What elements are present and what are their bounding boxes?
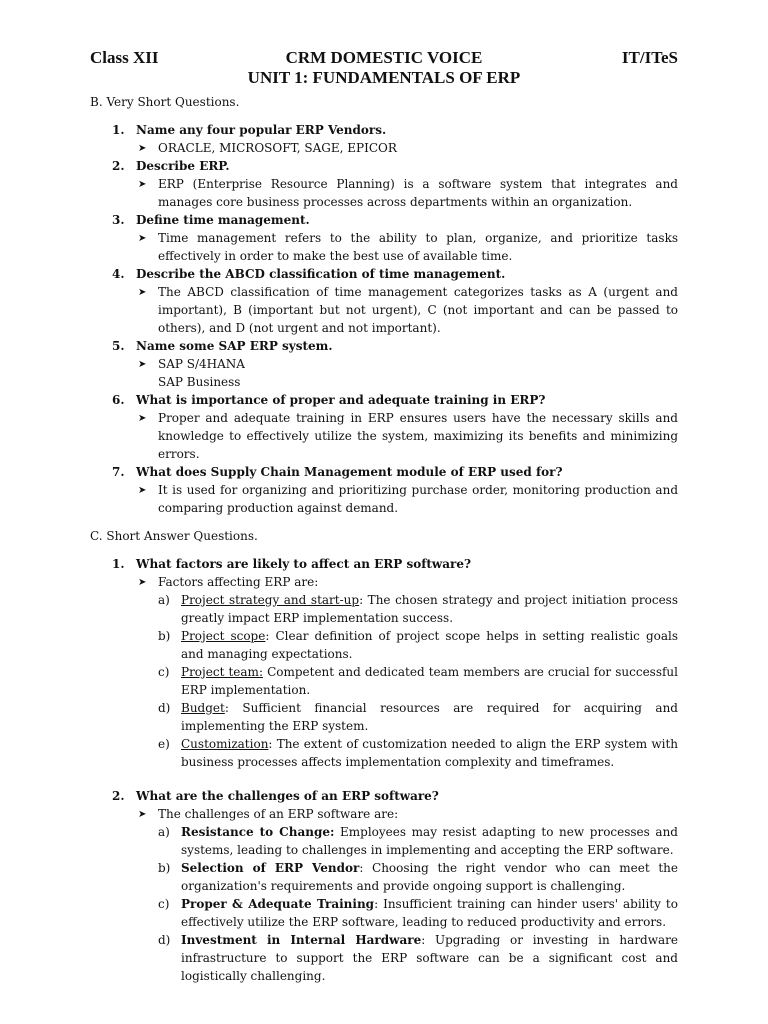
arrow-bullet-icon: ➤ bbox=[138, 287, 147, 298]
sub-point: c) Project team: Competent and dedicated team members are crucial for successful ERP implementation. bbox=[158, 665, 678, 697]
sub-point: c) Proper & Adequate Training: Insufficient training can hinder users' ability to effectively utilize the ERP software, leading to reduced productivity and errors. bbox=[158, 897, 678, 929]
arrow-bullet-icon: ➤ bbox=[138, 413, 147, 424]
sub-point: d) Budget: Sufficient financial resources are required for acquiring and implementing the ERP system. bbox=[158, 701, 678, 733]
answer: ➤ The ABCD classification of time management categorizes tasks as A (urgent and important), B (important but not urgent), C (not important and can be passed to others), and D (not urgent and not important). bbox=[138, 285, 678, 335]
arrow-bullet-icon: ➤ bbox=[138, 809, 147, 820]
question: 1. Name any four popular ERP Vendors. bbox=[112, 123, 387, 137]
answer: ➤ ERP (Enterprise Resource Planning) is a software system that integrates and manages core business processes across departments within an organization. bbox=[138, 177, 678, 209]
arrow-bullet-icon: ➤ bbox=[138, 359, 147, 370]
arrow-bullet-icon: ➤ bbox=[138, 577, 147, 588]
question: 4. Describe the ABCD classification of time management. bbox=[112, 267, 506, 281]
section-b-title: B. Very Short Questions. bbox=[90, 95, 240, 109]
answer-intro: ➤ Factors affecting ERP are: bbox=[90, 573, 678, 591]
answer: ➤ SAP S/4HANA bbox=[90, 355, 678, 373]
stream-label: IT/ITeS bbox=[621, 48, 678, 67]
class-label: Class XII bbox=[90, 48, 159, 67]
section-c-title: C. Short Answer Questions. bbox=[90, 529, 258, 543]
answer-intro: ➤ The challenges of an ERP software are: bbox=[90, 805, 678, 823]
document-body bbox=[90, 93, 678, 985]
sub-point: e) Customization: The extent of customization needed to align the ERP system with business processes affects implementation complexity and timeframes. bbox=[158, 737, 678, 769]
sub-point: b) Selection of ERP Vendor: Choosing the right vendor who can meet the organization's requirements and provide ongoing support is challenging. bbox=[158, 861, 679, 893]
answer: ➤ Time management refers to the ability to plan, organize, and prioritize tasks effectively in order to make the best use of available time. bbox=[138, 231, 678, 263]
answer-line: SAP Business bbox=[158, 375, 241, 389]
question: 2. Describe ERP. bbox=[112, 159, 230, 173]
sub-point: a) Project strategy and start-up: The chosen strategy and project initiation process greatly impact ERP implementation success. bbox=[158, 593, 678, 625]
sub-point: d) Investment in Internal Hardware: Upgrading or investing in hardware infrastructure to support the ERP software can be a significant cost and logistically challenging. bbox=[158, 933, 678, 983]
answer: ➤ Proper and adequate training in ERP ensures users have the necessary skills and knowledge to effectively utilize the system, maximizing its benefits and minimizing errors. bbox=[138, 411, 678, 461]
question: 6. What is importance of proper and adequate training in ERP? bbox=[112, 393, 546, 407]
arrow-bullet-icon: ➤ bbox=[138, 143, 147, 154]
arrow-bullet-icon: ➤ bbox=[138, 179, 147, 190]
question: 1. What factors are likely to affect an ERP software? bbox=[112, 557, 471, 571]
sub-point: b) Project scope: Clear definition of project scope helps in setting realistic goals and managing expectations. bbox=[158, 629, 679, 661]
subject-title: CRM DOMESTIC VOICE bbox=[285, 48, 483, 67]
question: 7. What does Supply Chain Management module of ERP used for? bbox=[112, 465, 563, 479]
question: 5. Name some SAP ERP system. bbox=[112, 339, 333, 353]
question: 2. What are the challenges of an ERP software? bbox=[112, 789, 439, 803]
unit-title: UNIT 1: FUNDAMENTALS OF ERP bbox=[247, 68, 521, 87]
answer: ➤ It is used for organizing and prioritizing purchase order, monitoring production and comparing production against demand. bbox=[138, 483, 678, 515]
answer: ➤ ORACLE, MICROSOFT, SAGE, EPICOR bbox=[90, 139, 678, 157]
question: 3. Define time management. bbox=[112, 213, 310, 227]
page-header bbox=[90, 48, 678, 70]
arrow-bullet-icon: ➤ bbox=[138, 485, 147, 496]
sub-point: a) Resistance to Change: Employees may resist adapting to new processes and systems, leading to challenges in implementing and accepting the ERP software. bbox=[158, 825, 678, 857]
arrow-bullet-icon: ➤ bbox=[138, 233, 147, 244]
